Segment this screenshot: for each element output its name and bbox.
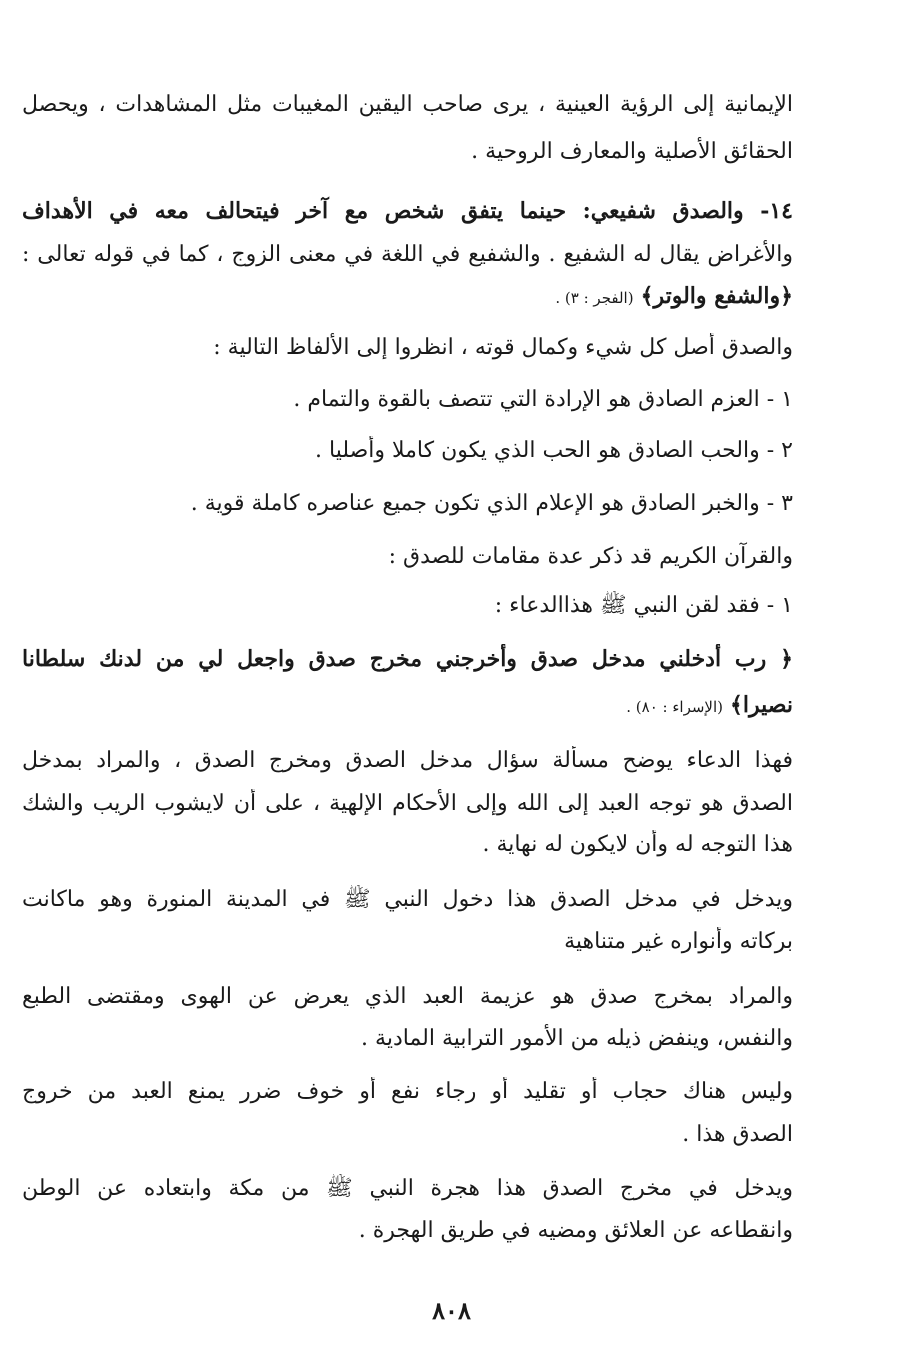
quran-quote: ﴿ رب أدخلني مدخل صدق وأخرجني مخرج صدق واجعل لي من لدنك سلطانا [22,646,793,672]
text-line: ويدخل في مدخل الصدق هذا دخول النبي ﷺ في المدينة المنورة وهو ماكانت [22,887,793,912]
text-line: هذا التوجه له وأن لايكون له نهاية . [482,832,793,857]
text-line: الصدق هذا . [682,1122,793,1147]
quran-quote-line [22,690,793,722]
quran-quote-line [22,281,793,313]
list-item: ١ - العزم الصادق هو الإرادة التي تتصف بالقوة والتمام . [293,387,793,412]
text-line: والصدق أصل كل شيء وكمال قوته ، انظروا إلى الألفاظ التالية : [213,335,793,360]
text-line: الإيمانية إلى الرؤية العينية ، يرى صاحب اليقين المغيبات مثل المشاهدات ، ويحصل [22,92,793,117]
citation: (الفجر : ٣) . [555,289,634,307]
text-line: وليس هناك حجاب أو تقليد أو رجاء نفع أو خوف ضرر يمنع العبد من خروج [22,1079,793,1104]
text-line: وانقطاعه عن العلائق ومضيه في طريق الهجرة . [358,1218,793,1243]
text-line: ١٤- والصدق شفيعي: حينما يتفق شخص مع آخر فيتحالف معه في الأهداف [22,198,793,224]
text-line: بركاته وأنواره غير متناهية [564,929,793,954]
text-line: والقرآن الكريم قد ذكر عدة مقامات للصدق : [388,544,793,569]
text-line: ويدخل في مخرج الصدق هذا هجرة النبي ﷺ من مكة وابتعاده عن الوطن [22,1176,793,1201]
list-item: ٢ - والحب الصادق هو الحب الذي يكون كاملا وأصليا . [315,438,793,463]
text-line: الحقائق الأصلية والمعارف الروحية . [471,139,793,164]
quran-quote: نصيرا﴾ [730,692,793,718]
quran-quote: ﴿والشفع والوتر﴾ [640,283,793,309]
text-line: والنفس، وينفض ذيله من الأمور الترابية المادية . [361,1026,793,1051]
citation: (الإسراء : ٨٠) . [626,698,724,716]
list-item: ١ - فقد لقن النبي ﷺ هذاالدعاء : [494,593,793,618]
text-line: الصدق هو توجه العبد إلى الله وإلى الأحكام الإلهية ، على أن لايشوب الريب والشك [22,791,793,816]
section-heading-line [22,196,793,226]
page-number: ٨٠٨ [432,1296,471,1325]
text-line: والمراد بمخرج صدق هو عزيمة العبد الذي يعرض عن الهوى ومقتضى الطبع [22,984,793,1009]
list-item: ٣ - والخبر الصادق هو الإعلام الذي تكون جميع عناصره كاملة قوية . [190,491,793,516]
text-line: فهذا الدعاء يوضح مسألة سؤال مدخل الصدق ومخرج الصدق ، والمراد بمدخل [22,748,793,773]
text-line: والأغراض يقال له الشفيع . والشفيع في اللغة في معنى الزوج ، كما في قوله تعالى : [22,242,793,267]
